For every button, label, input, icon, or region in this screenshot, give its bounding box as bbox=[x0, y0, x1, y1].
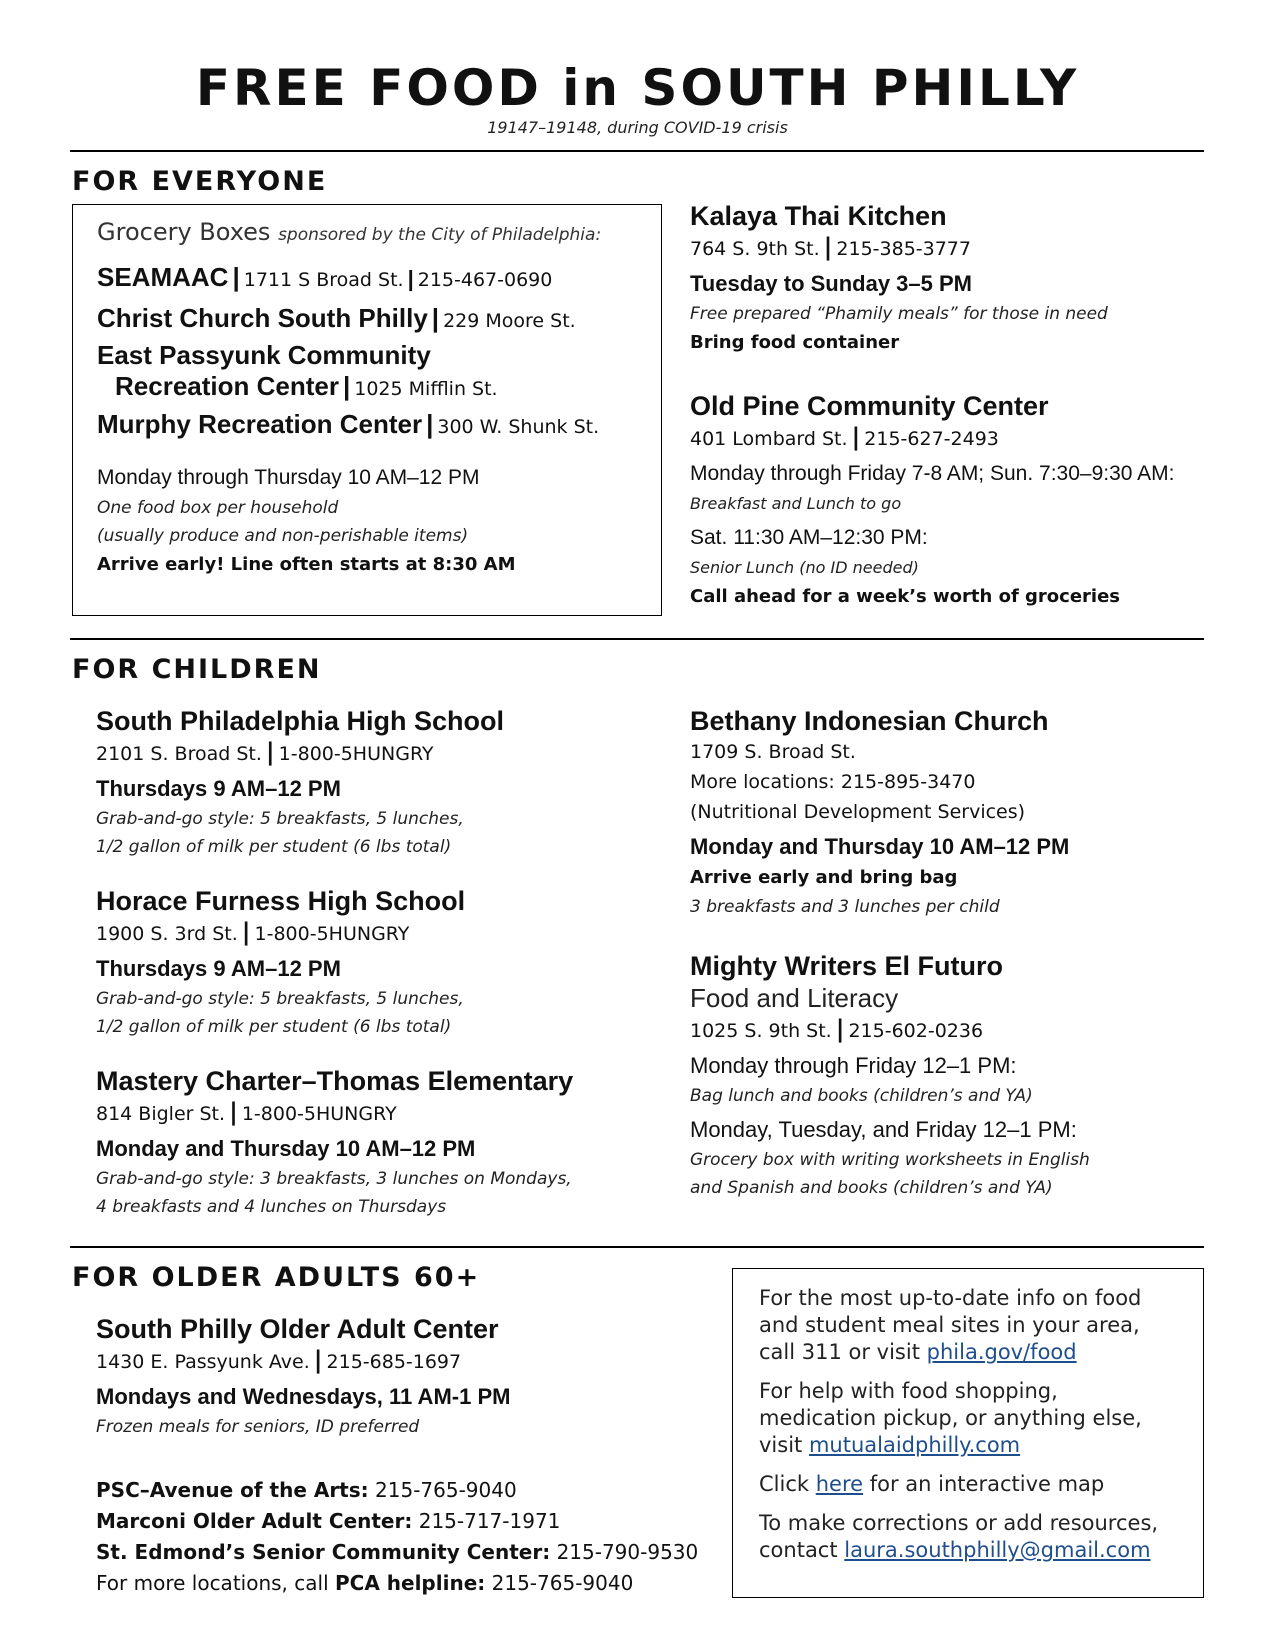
entry-note: Grab-and-go style: 3 breakfasts, 3 lunches on Mondays, bbox=[96, 1169, 572, 1189]
entry-note: Breakfast and Lunch to go bbox=[690, 494, 902, 513]
entry-name: Mastery Charter–Thomas Elementary bbox=[96, 1066, 574, 1096]
entry-note: Grab-and-go style: 5 breakfasts, 5 lunches, bbox=[96, 809, 464, 829]
location-phone: 215-467-0690 bbox=[417, 269, 553, 291]
entry-address: 814 Bigler St. bbox=[96, 1103, 226, 1125]
entry-address-line: 1025 S. 9th St. | 215-602-0236 bbox=[690, 1015, 984, 1043]
divider bbox=[70, 638, 1204, 640]
grocery-note: One food box per household bbox=[97, 498, 339, 518]
entry-note: Bag lunch and books (children’s and YA) bbox=[690, 1086, 1033, 1106]
item-phone: 215-717-1971 bbox=[418, 1509, 561, 1533]
entry-address-line: 1430 E. Passyunk Ave. | 215-685-1697 bbox=[96, 1346, 462, 1374]
entry-note: Grocery box with writing worksheets in English bbox=[690, 1150, 1090, 1170]
location-name: Christ Church South Philly bbox=[97, 303, 428, 333]
grocery-intro-note: sponsored by the City of Philadelphia: bbox=[278, 225, 602, 245]
entry-hours: Thursdays 9 AM–12 PM bbox=[96, 956, 341, 981]
info-paragraph bbox=[759, 1285, 1177, 1366]
entry-address: 1709 S. Broad St. bbox=[690, 741, 856, 763]
entry-phone: More locations: 215-895-3470 bbox=[690, 771, 976, 793]
entry-phone: 1-800-5HUNGRY bbox=[254, 923, 410, 945]
entry-address-line: 814 Bigler St. | 1-800-5HUNGRY bbox=[96, 1098, 397, 1126]
entry-hours: Thursdays 9 AM–12 PM bbox=[96, 776, 341, 801]
entry-hours: Tuesday to Sunday 3–5 PM bbox=[690, 271, 973, 296]
location-name: East Passyunk Community bbox=[97, 340, 431, 370]
mighty-entry bbox=[690, 950, 1230, 1202]
older-center-entry bbox=[96, 1313, 676, 1441]
entry-note: 1/2 gallon of milk per student (6 lbs total) bbox=[96, 837, 452, 857]
entry-address-line: 401 Lombard St. | 215-627-2493 bbox=[690, 423, 999, 451]
grocery-hours: Monday through Thursday 10 AM–12 PM bbox=[97, 466, 480, 489]
entry-note: 1/2 gallon of milk per student (6 lbs total) bbox=[96, 1017, 452, 1037]
entry-name: Bethany Indonesian Church bbox=[690, 706, 1049, 736]
item-phone: 215-765-9040 bbox=[491, 1571, 634, 1595]
grocery-intro-label: Grocery Boxes bbox=[97, 218, 271, 246]
entry-hours: Monday and Thursday 10 AM–12 PM bbox=[690, 834, 1070, 859]
page-title: FREE FOOD in SOUTH PHILLY bbox=[195, 59, 1080, 117]
item-label: PCA helpline: bbox=[335, 1571, 486, 1595]
divider bbox=[70, 1246, 1204, 1248]
grocery-intro bbox=[97, 215, 657, 252]
entry-phone: 215-627-2493 bbox=[864, 428, 999, 450]
entry-name: South Philadelphia High School bbox=[96, 706, 505, 736]
entry-name: Kalaya Thai Kitchen bbox=[690, 201, 947, 231]
entry-note: Grab-and-go style: 5 breakfasts, 5 lunches, bbox=[96, 989, 464, 1009]
entry-bold-note: Call ahead for a week’s worth of groceries bbox=[690, 586, 1121, 607]
section-heading-older: FOR OLDER ADULTS 60+ bbox=[72, 1262, 481, 1293]
info-text: Click bbox=[759, 1472, 810, 1496]
entry-hours: Mondays and Wednesdays, 11 AM-1 PM bbox=[96, 1384, 511, 1409]
phila-food-link[interactable]: phila.gov/food bbox=[926, 1340, 1077, 1364]
furness-entry bbox=[96, 885, 656, 1041]
older-list-item bbox=[96, 1506, 716, 1537]
entry-bold-note: Bring food container bbox=[690, 332, 900, 353]
grocery-bold-note: Arrive early! Line often starts at 8:30 AM bbox=[97, 554, 516, 575]
entry-phone: 215-385-3777 bbox=[836, 238, 971, 260]
older-list bbox=[96, 1475, 716, 1599]
location-address: 1025 Mifflin St. bbox=[354, 378, 498, 400]
older-list-item bbox=[96, 1475, 716, 1506]
item-phone: 215-790-9530 bbox=[556, 1540, 699, 1564]
older-list-item bbox=[96, 1568, 716, 1599]
section-heading-everyone: FOR EVERYONE bbox=[72, 166, 328, 197]
entry-org: (Nutritional Development Services) bbox=[690, 801, 1026, 823]
entry-phone: 215-685-1697 bbox=[326, 1351, 462, 1373]
location-name: Murphy Recreation Center bbox=[97, 409, 423, 439]
page-subtitle: 19147–19148, during COVID-19 crisis bbox=[487, 118, 788, 137]
entry-note: 3 breakfasts and 3 lunches per child bbox=[690, 897, 1000, 917]
location-name: SEAMAAC bbox=[97, 262, 229, 292]
entry-address: 1900 S. 3rd St. bbox=[96, 923, 238, 945]
mutual-aid-link[interactable]: mutualaidphilly.com bbox=[808, 1433, 1021, 1457]
info-text: To make corrections or add resources, contact bbox=[759, 1511, 1159, 1562]
entry-address: 1025 S. 9th St. bbox=[690, 1020, 832, 1042]
item-label: PSC–Avenue of the Arts: bbox=[96, 1478, 369, 1502]
mastery-entry bbox=[96, 1065, 676, 1221]
bethany-entry bbox=[690, 705, 1210, 921]
location-name-cont: Recreation Center bbox=[115, 371, 339, 401]
grocery-location: East Passyunk Community Recreation Center | 1025 Mifflin St. bbox=[97, 340, 657, 405]
entry-address: 1430 E. Passyunk Ave. bbox=[96, 1351, 310, 1373]
entry-hours: Monday and Thursday 10 AM–12 PM bbox=[96, 1136, 476, 1161]
grocery-location: Murphy Recreation Center | 300 W. Shunk St. bbox=[97, 409, 600, 439]
divider bbox=[70, 150, 1204, 152]
oldpine-entry bbox=[690, 390, 1230, 612]
entry-address: 764 S. 9th St. bbox=[690, 238, 820, 260]
item-prefix: For more locations, call bbox=[96, 1571, 329, 1595]
grocery-note: (usually produce and non-perishable items) bbox=[97, 526, 469, 546]
location-address: 229 Moore St. bbox=[443, 310, 576, 332]
entry-hours: Monday through Friday 7-8 AM; Sun. 7:30–9:30 AM: bbox=[690, 462, 1175, 485]
entry-address: 401 Lombard St. bbox=[690, 428, 848, 450]
entry-phone: 215-602-0236 bbox=[848, 1020, 984, 1042]
entry-name: South Philly Older Adult Center bbox=[96, 1314, 499, 1344]
entry-note: and Spanish and books (children’s and YA) bbox=[690, 1178, 1053, 1198]
entry-address-line: 764 S. 9th St. | 215-385-3777 bbox=[690, 233, 971, 261]
grocery-box-content bbox=[97, 215, 657, 580]
entry-note: Frozen meals for seniors, ID preferred bbox=[96, 1417, 420, 1437]
entry-hours: Sat. 11:30 AM–12:30 PM: bbox=[690, 526, 928, 549]
entry-hours: Monday, Tuesday, and Friday 12–1 PM: bbox=[690, 1117, 1077, 1142]
info-paragraph bbox=[759, 1471, 1177, 1498]
entry-address-line: 2101 S. Broad St. | 1-800-5HUNGRY bbox=[96, 738, 434, 766]
info-paragraph bbox=[759, 1510, 1177, 1564]
location-address: 300 W. Shunk St. bbox=[437, 416, 600, 438]
info-text: for an interactive map bbox=[869, 1472, 1105, 1496]
entry-name: Mighty Writers El Futuro bbox=[690, 951, 1004, 981]
entry-phone: 1-800-5HUNGRY bbox=[278, 743, 434, 765]
email-link[interactable]: laura.southphilly@gmail.com bbox=[844, 1538, 1151, 1562]
entry-phone: 1-800-5HUNGRY bbox=[241, 1103, 397, 1125]
entry-address-line: 1900 S. 3rd St. | 1-800-5HUNGRY bbox=[96, 918, 410, 946]
sphs-entry bbox=[96, 705, 656, 861]
entry-name: Old Pine Community Center bbox=[690, 391, 1049, 421]
item-label: St. Edmond’s Senior Community Center: bbox=[96, 1540, 551, 1564]
kalaya-entry bbox=[690, 200, 1210, 358]
item-label: Marconi Older Adult Center: bbox=[96, 1509, 413, 1533]
grocery-location: SEAMAAC | 1711 S Broad St. | 215-467-0690 bbox=[97, 262, 553, 292]
entry-hours: Monday through Friday 12–1 PM: bbox=[690, 1053, 1017, 1078]
grocery-location: Christ Church South Philly | 229 Moore St. bbox=[97, 303, 576, 333]
section-heading-children: FOR CHILDREN bbox=[72, 654, 322, 685]
entry-note: 4 breakfasts and 4 lunches on Thursdays bbox=[96, 1197, 447, 1217]
entry-bold-note: Arrive early and bring bag bbox=[690, 867, 958, 888]
info-text: For the most up-to-date info on food and student meal sites in your area, call 311 or visit bbox=[759, 1286, 1142, 1364]
grocery-box-panel bbox=[72, 204, 662, 616]
older-list-item bbox=[96, 1537, 716, 1568]
item-phone: 215-765-9040 bbox=[375, 1478, 517, 1502]
interactive-map-link[interactable]: here bbox=[815, 1472, 864, 1496]
entry-name: Horace Furness High School bbox=[96, 886, 466, 916]
entry-note: Senior Lunch (no ID needed) bbox=[690, 558, 919, 577]
entry-address: 2101 S. Broad St. bbox=[96, 743, 262, 765]
entry-note: Free prepared “Phamily meals” for those in need bbox=[690, 304, 1108, 324]
info-paragraph bbox=[759, 1378, 1177, 1459]
location-address: 1711 S Broad St. bbox=[243, 269, 404, 291]
info-box bbox=[732, 1268, 1204, 1598]
info-text: For help with food shopping, medication pickup, or anything else, visit bbox=[759, 1379, 1142, 1457]
entry-subname: Food and Literacy bbox=[690, 983, 899, 1013]
